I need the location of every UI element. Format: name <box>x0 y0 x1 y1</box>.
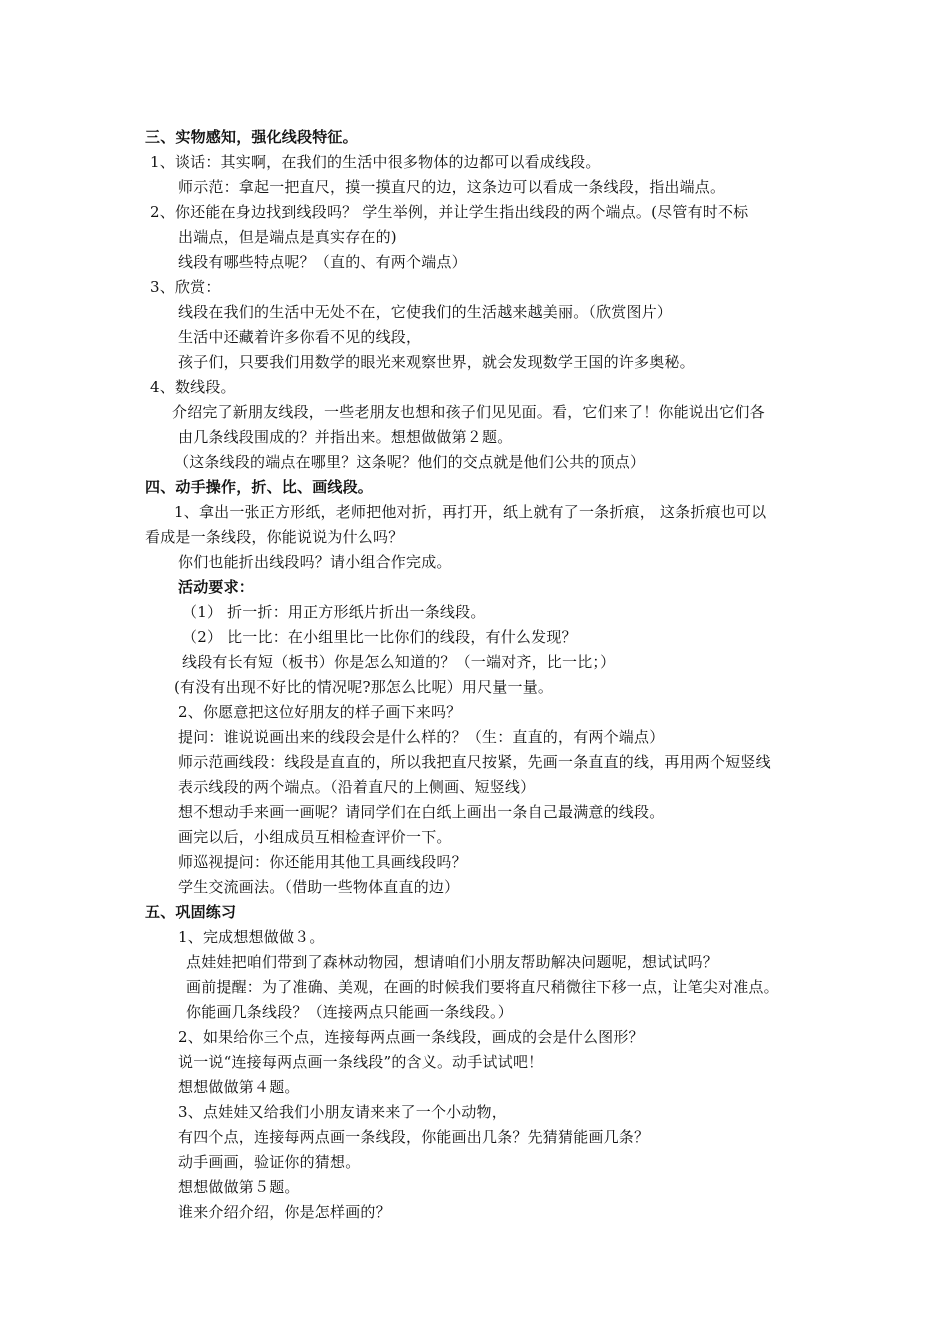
paragraph-line: 2、你愿意把这位好朋友的样子画下来吗？ <box>178 703 462 721</box>
paragraph-line: 画完以后，小组成员互相检查评价一下。 <box>178 828 452 846</box>
paragraph-line: 2、你还能在身边找到线段吗？ 学生举例，并让学生指出线段的两个端点。(尽管有时不标 <box>150 203 749 221</box>
paragraph-line: 出端点，但是端点是真实存在的) <box>178 228 397 246</box>
paragraph-line: 想不想动手来画一画呢？请同学们在白纸上画出一条自己最满意的线段。 <box>178 803 665 821</box>
paragraph-line: 点娃娃把咱们带到了森林动物园，想请咱们小朋友帮助解决问题呢，想试试吗？ <box>186 953 719 971</box>
section-heading-3: 三、实物感知，强化线段特征。 <box>145 128 358 146</box>
paragraph-line: 2、如果给你三个点，连接每两点画一条线段，画成的会是什么图形？ <box>178 1028 644 1046</box>
section-heading-5: 五、巩固练习 <box>145 903 237 921</box>
paragraph-line: 谁来介绍介绍，你是怎样画的？ <box>178 1203 391 1221</box>
paragraph-line: 1、谈话：其实啊，在我们的生活中很多物体的边都可以看成线段。 <box>150 153 601 171</box>
paragraph-line: 提问：谁说说画出来的线段会是什么样的？（生：直直的，有两个端点） <box>178 728 665 746</box>
activity-requirements-label: 活动要求： <box>178 578 255 596</box>
paragraph-line: 画前提醒：为了准确、美观，在画的时候我们要将直尺稍微往下移一点，让笔尖对准点。 <box>186 978 779 996</box>
paragraph-line: 学生交流画法。（借助一些物体直直的边） <box>178 878 460 896</box>
paragraph-line: 3、点娃娃又给我们小朋友请来来了一个小动物， <box>178 1103 507 1121</box>
paragraph-line: 你们也能折出线段吗？请小组合作完成。 <box>178 553 452 571</box>
paragraph-line: 师巡视提问：你还能用其他工具画线段吗？ <box>178 853 467 871</box>
paragraph-line: 生活中还藏着许多你看不见的线段， <box>178 328 422 346</box>
paragraph-line: 线段在我们的生活中无处不在，它使我们的生活越来越美丽。（欣赏图片） <box>178 303 673 321</box>
paragraph-line: 说一说“连接每两点画一条线段”的含义。动手试试吧！ <box>178 1053 544 1071</box>
paragraph-line: 线段有长有短（板书）你是怎么知道的？（一端对齐，比一比；） <box>182 653 616 671</box>
paragraph-line: 1、拿出一张正方形纸，老师把他对折，再打开，纸上就有了一条折痕， 这条折痕也可以 <box>174 503 767 521</box>
paragraph-line: 孩子们，只要我们用数学的眼光来观察世界，就会发现数学王国的许多奥秘。 <box>178 353 695 371</box>
paragraph-line: 3、欣赏： <box>150 278 221 296</box>
paragraph-line: （这条线段的端点在哪里？这条呢？他们的交点就是他们公共的顶点） <box>174 453 646 471</box>
paragraph-line: 师示范：拿起一把直尺，摸一摸直尺的边，这条边可以看成一条线段，指出端点。 <box>178 178 726 196</box>
list-item: （2） 比一比：在小组里比一比你们的线段，有什么发现？ <box>182 628 577 646</box>
paragraph-line: 介绍完了新朋友线段，一些老朋友也想和孩子们见见面。看，它们来了！你能说出它们各 <box>172 403 765 421</box>
paragraph-line: 动手画画，验证你的猜想。 <box>178 1153 361 1171</box>
paragraph-line: 你能画几条线段？（连接两点只能画一条线段。） <box>186 1003 513 1021</box>
paragraph-line: 有四个点，连接每两点画一条线段，你能画出几条？先猜猜能画几条？ <box>178 1128 650 1146</box>
paragraph-line: 4、数线段。 <box>150 378 236 396</box>
paragraph-line: (有没有出现不好比的情况呢?那怎么比呢）用尺量一量。 <box>174 678 554 696</box>
paragraph-line: 想想做做第４题。 <box>178 1078 300 1096</box>
section-heading-4: 四、动手操作，折、比、画线段。 <box>145 478 374 496</box>
paragraph-line: 看成是一条线段，你能说说为什么吗？ <box>145 528 404 546</box>
paragraph-line: 师示范画线段：线段是直直的，所以我把直尺按紧，先画一条直直的线，再用两个短竖线 <box>178 753 771 771</box>
paragraph-line: 表示线段的两个端点。（沿着直尺的上侧画、短竖线） <box>178 778 536 796</box>
paragraph-line: 线段有哪些特点呢？（直的、有两个端点） <box>178 253 467 271</box>
paragraph-line: 想想做做第５题。 <box>178 1178 300 1196</box>
paragraph-line: 1、完成想想做做３。 <box>178 928 325 946</box>
paragraph-line: 由几条线段围成的？并指出来。想想做做第２题。 <box>178 428 513 446</box>
list-item: （1） 折一折：用正方形纸片折出一条线段。 <box>182 603 486 621</box>
